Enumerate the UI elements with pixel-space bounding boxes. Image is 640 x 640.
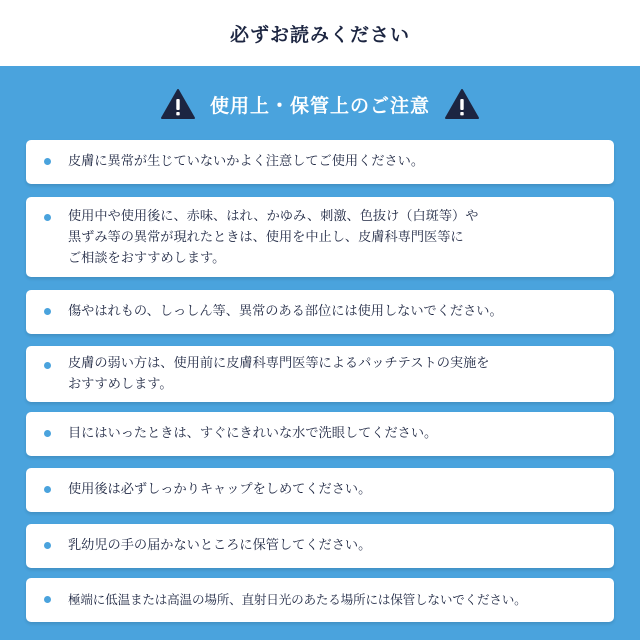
notice-card [26, 140, 614, 184]
notice-text: 使用中や使用後に、赤味、はれ、かゆみ、刺激、色抜け（白斑等）や 黒ずみ等の異常が現れたときは、使用を中止し、皮膚科専門医等に ご相談をおすすめします。 [68, 209, 479, 266]
page-title: 必ずお読みください [229, 23, 410, 46]
notice-card [26, 412, 614, 456]
warning-triangle-icon [444, 88, 480, 120]
bullet-icon [44, 214, 51, 221]
notice-card [26, 346, 614, 402]
notice-text: 使用後は必ずしっかりキャップをしめてください。 [68, 482, 372, 497]
notice-card [26, 468, 614, 512]
notice-card [26, 197, 614, 277]
notice-text: 極端に低温または高温の場所、直射日光のあたる場所には保管しないでください。 [68, 592, 527, 607]
bullet-icon [44, 308, 51, 315]
bullet-icon [44, 596, 51, 603]
bullet-icon [44, 486, 51, 493]
caution-panel [0, 66, 640, 640]
bullet-icon [44, 158, 51, 165]
page-header [0, 0, 640, 66]
caution-header [0, 84, 640, 124]
notice-text: 皮膚の弱い方は、使用前に皮膚科専門医等によるパッチテストの実施を おすすめします。 [68, 356, 490, 392]
bullet-icon [44, 362, 51, 369]
caution-title: 使用上・保管上のご注意 [209, 94, 430, 117]
warning-triangle-icon [160, 88, 196, 120]
notice-text: 皮膚に異常が生じていないかよく注意してご使用ください。 [68, 154, 425, 169]
notice-text: 目にはいったときは、すぐにきれいな水で洗眼してください。 [68, 426, 438, 441]
notice-text: 乳幼児の手の届かないところに保管してください。 [68, 538, 372, 553]
notice-card [26, 524, 614, 568]
bullet-icon [44, 430, 51, 437]
bullet-icon [44, 542, 51, 549]
notice-card [26, 290, 614, 334]
notice-card [26, 578, 614, 622]
notice-text: 傷やはれもの、しっしん等、異常のある部位には使用しないでください。 [68, 304, 503, 319]
